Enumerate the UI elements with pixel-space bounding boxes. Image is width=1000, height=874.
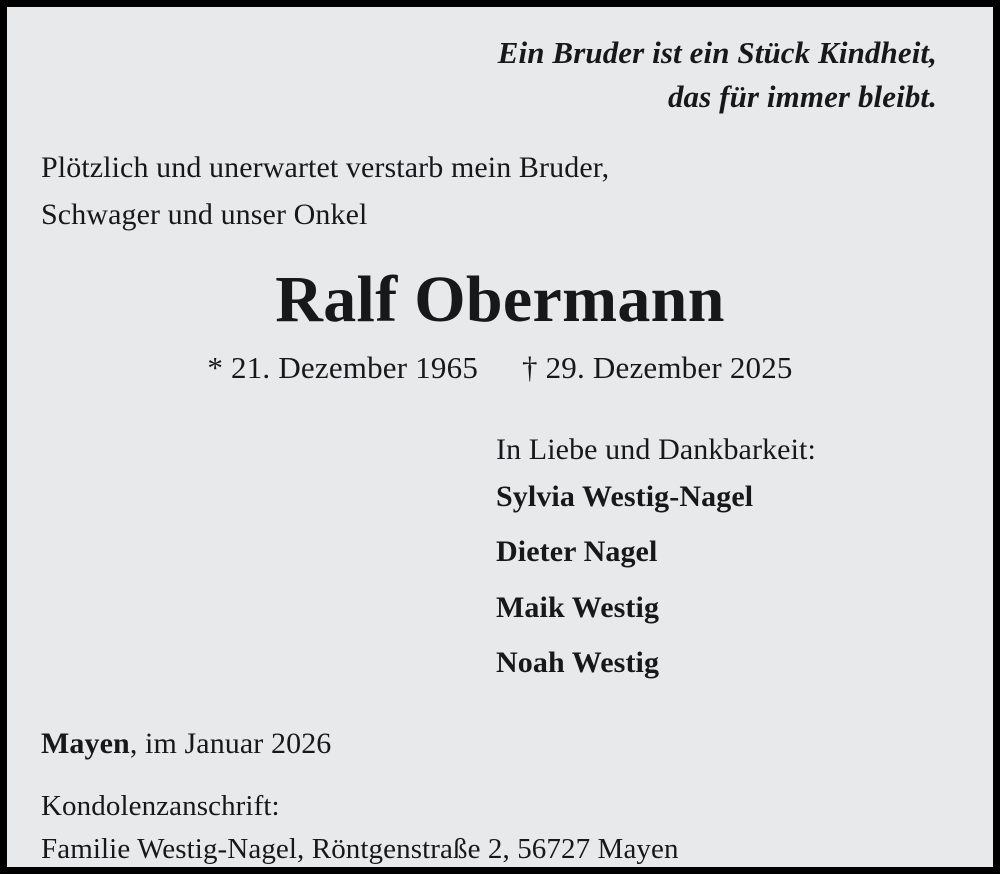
place-date: , im Januar 2026	[129, 726, 332, 760]
intro-line-1: Plötzlich und unerwartet verstarb mein Bruder,	[41, 151, 610, 185]
place-name: Mayen	[41, 726, 130, 760]
death-date: † 29. Dezember 2025	[521, 349, 793, 385]
life-dates	[41, 350, 959, 386]
mourner-name: Sylvia Westig-Nagel	[496, 479, 754, 513]
mourners-block	[41, 430, 959, 691]
deceased-name: Ralf Obermann	[275, 263, 725, 337]
mourners-heading: In Liebe und Dankbarkeit:	[496, 432, 816, 466]
condolence-address: Familie Westig-Nagel, Röntgenstraße 2, 56727 Mayen	[41, 833, 679, 866]
intro-text	[41, 145, 959, 238]
mourner-name: Maik Westig	[496, 590, 660, 624]
mourner-name: Noah Westig	[496, 646, 660, 680]
motto-line-2: das für immer bleibt.	[667, 79, 937, 115]
motto-line-1: Ein Bruder ist ein Stück Kindheit,	[497, 35, 937, 70]
condolence-label: Kondolenzanschrift:	[41, 789, 280, 822]
motto	[41, 31, 959, 119]
intro-line-2: Schwager und unser Onkel	[41, 197, 368, 231]
footer-block	[41, 723, 959, 871]
birth-date: * 21. Dezember 1965	[207, 349, 479, 385]
mourner-name: Dieter Nagel	[496, 535, 658, 569]
place-and-date	[41, 723, 959, 765]
